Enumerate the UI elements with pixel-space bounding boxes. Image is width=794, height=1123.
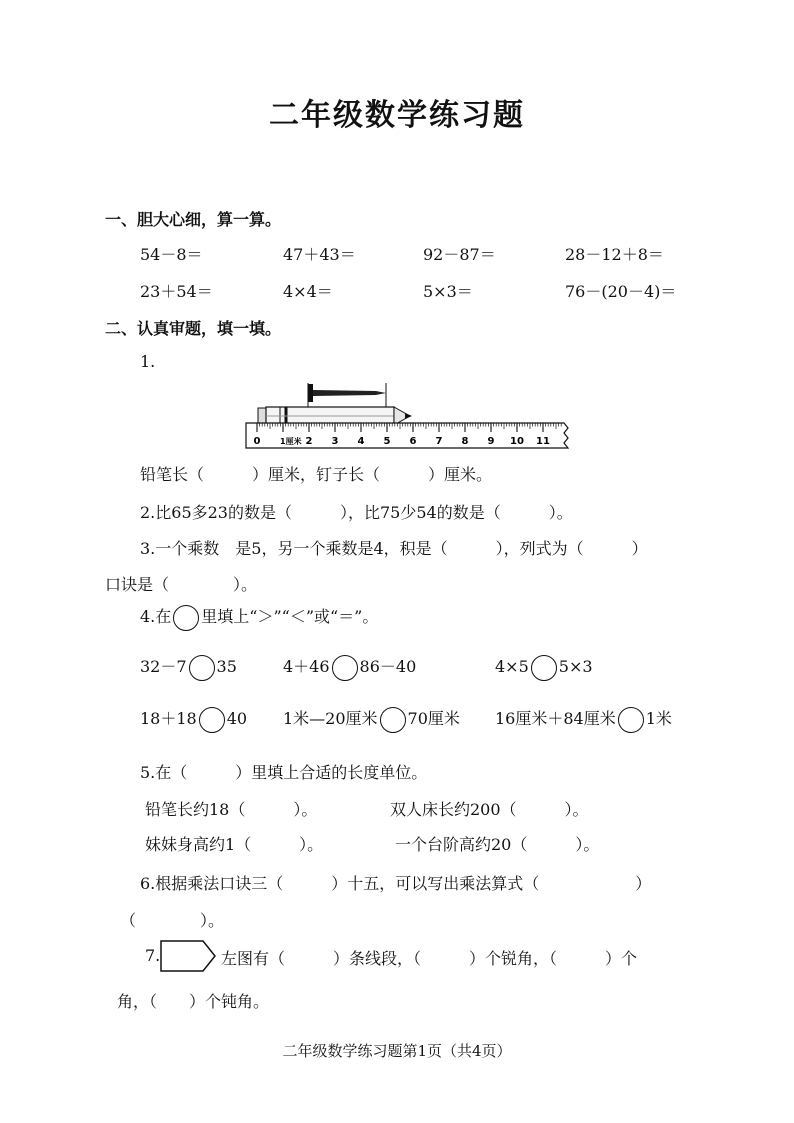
calc-6: 4×4＝ <box>283 282 333 301</box>
compare-item <box>495 652 593 682</box>
compare-item <box>140 652 237 682</box>
calc-8: 76－(20－4)＝ <box>565 282 677 301</box>
pencil-icon <box>258 407 412 425</box>
q7-number: 7. <box>145 946 161 965</box>
compare-circle-icon[interactable] <box>618 707 644 733</box>
compare-left: 32－7 <box>140 657 187 676</box>
q5-item-a: 铅笔长约18（ ）。 <box>145 800 318 819</box>
q4-pre: 4.在 <box>140 607 172 626</box>
q1-number: 1. <box>140 352 156 371</box>
page-footer: 二年级数学练习题第1页（共4页） <box>282 1042 512 1060</box>
compare-item <box>283 652 416 682</box>
compare-right: 86－40 <box>359 657 417 676</box>
q5-item-c: 妹妹身高约1（ ）。 <box>145 835 324 854</box>
ruler-label: 4 <box>357 436 365 447</box>
compare-left: 4＋46 <box>283 657 330 676</box>
calc-3: 92－87＝ <box>423 245 496 264</box>
compare-right: 1米 <box>645 709 672 728</box>
ruler-label: 0 <box>253 436 261 447</box>
calc-5: 23＋54＝ <box>140 282 213 301</box>
compare-circle-icon[interactable] <box>380 707 406 733</box>
section2-heading: 二、认真审题，填一填。 <box>105 319 282 338</box>
ruler-label: 6 <box>409 436 417 447</box>
q5-text: 5.在（ ）里填上合适的长度单位。 <box>140 763 428 782</box>
q5-item-d: 一个台阶高约20（ ）。 <box>395 835 600 854</box>
q4-instruction <box>140 602 378 632</box>
q7-line2: 角，（ ）个钝角。 <box>117 992 270 1011</box>
compare-item <box>140 704 247 734</box>
q3-line1: 3.一个乘数 是5，另一个乘数是4，积是（ ），列式为（ ） <box>140 539 648 558</box>
ruler-label: 9 <box>487 436 495 447</box>
compare-right: 35 <box>216 657 237 676</box>
pentagon-shape-icon <box>159 938 219 974</box>
calc-7: 5×3＝ <box>423 282 473 301</box>
calc-2: 47＋43＝ <box>283 245 356 264</box>
ruler-icon <box>246 423 568 448</box>
q5-item-b: 双人床长约200（ ）。 <box>390 800 589 819</box>
ruler-label: 5 <box>383 436 391 447</box>
compare-item <box>495 704 672 734</box>
compare-circle-icon[interactable] <box>189 655 215 681</box>
q4-post: 里填上“＞”“＜”或“＝”。 <box>201 607 379 626</box>
ruler-label: 3 <box>331 436 339 447</box>
calc-4: 28－12＋8＝ <box>565 245 664 264</box>
calc-1: 54－8＝ <box>140 245 203 264</box>
compare-left: 18＋18 <box>140 709 197 728</box>
ruler-pencil-nail-illustration <box>240 378 575 450</box>
compare-circle-icon[interactable] <box>199 707 225 733</box>
compare-right: 70厘米 <box>407 709 460 728</box>
compare-circle-icon <box>173 605 199 631</box>
compare-circle-icon[interactable] <box>332 655 358 681</box>
q6-line2: （ ）。 <box>120 911 225 930</box>
compare-left: 1米—20厘米 <box>283 709 378 728</box>
q6-line1: 6.根据乘法口诀三（ ）十五，可以写出乘法算式（ ） <box>140 874 652 893</box>
ruler-label: 8 <box>461 436 469 447</box>
ruler-label: 10 <box>510 436 524 447</box>
q1-text: 铅笔长（ ）厘米，钉子长（ ）厘米。 <box>140 465 493 484</box>
compare-right: 40 <box>226 709 248 728</box>
ruler-label: 1厘米 <box>280 437 302 446</box>
compare-right: 5×3 <box>558 657 593 676</box>
section1-heading: 一、胆大心细，算一算。 <box>105 210 282 229</box>
compare-circle-icon[interactable] <box>531 655 557 681</box>
q2-text: 2.比65多23的数是（ ），比75少54的数是（ ）。 <box>140 503 573 522</box>
ruler-label: 2 <box>305 436 313 447</box>
q3-line2: 口诀是（ ）。 <box>105 575 258 594</box>
ruler-label: 7 <box>435 436 443 447</box>
q7-line1: 左图有（ ）条线段，（ ）个锐角，（ ）个 <box>221 949 638 968</box>
nail-icon <box>308 383 386 410</box>
compare-item <box>283 704 460 734</box>
compare-left: 16厘米＋84厘米 <box>495 709 616 728</box>
ruler-label: 11 <box>536 436 550 447</box>
page-title: 二年级数学练习题 <box>269 98 525 133</box>
compare-left: 4×5 <box>495 657 529 676</box>
